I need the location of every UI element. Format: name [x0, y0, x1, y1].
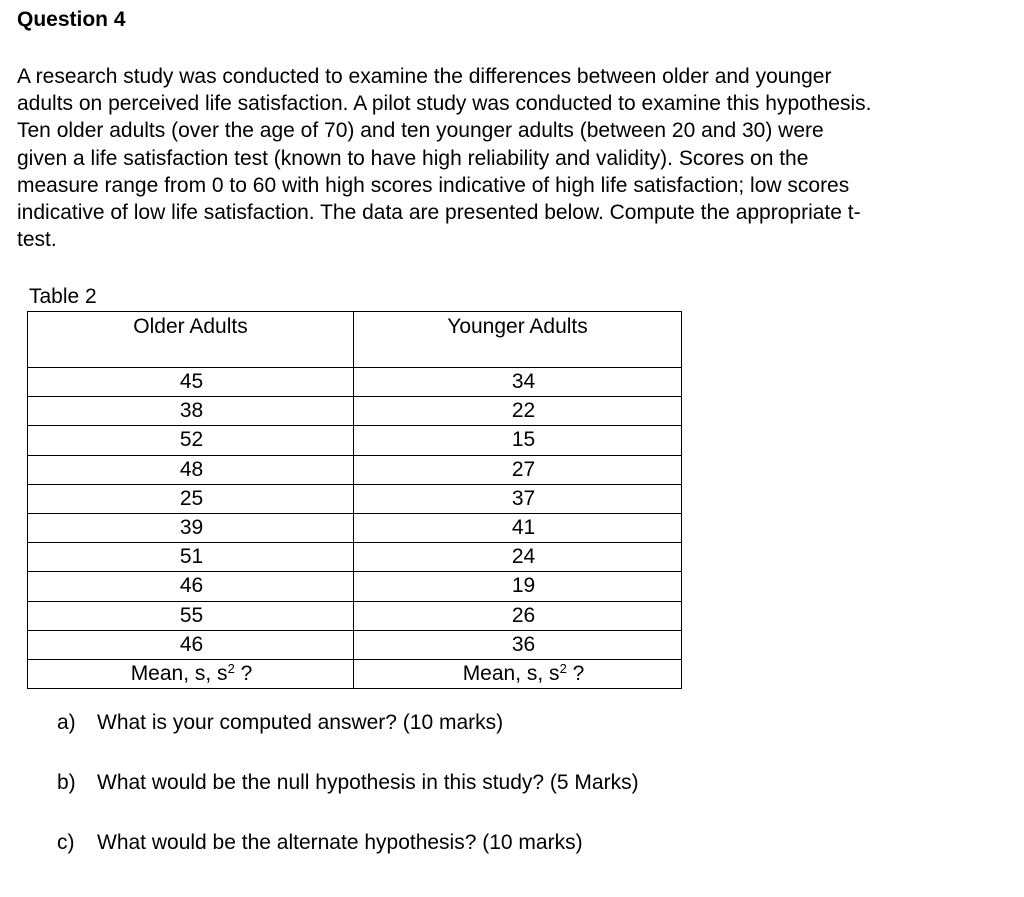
younger-score-cell: 19: [354, 572, 682, 601]
summary-suffix: ?: [566, 661, 585, 685]
table-row: [28, 397, 682, 426]
older-score-cell: 55: [28, 601, 354, 630]
paragraph-line: adults on perceived life satisfaction. A pilot study was conducted to examine this hypothesis.: [17, 92, 872, 116]
table-body: [28, 368, 682, 689]
table-row: [28, 543, 682, 572]
younger-score-cell: 27: [354, 455, 682, 484]
table-row: [28, 601, 682, 630]
header-older-adults: Older Adults: [28, 312, 354, 368]
older-summary-cell: [28, 659, 354, 688]
older-score-cell: 46: [28, 630, 354, 659]
older-score-cell: 45: [28, 368, 354, 397]
older-score-cell: 48: [28, 455, 354, 484]
paragraph-line: indicative of low life satisfaction. The data are presented below. Compute the appropriate t-: [17, 201, 861, 225]
table-caption: Table 2: [29, 285, 97, 308]
older-score-cell: 52: [28, 426, 354, 455]
older-score-cell: 38: [28, 397, 354, 426]
summary-prefix: Mean, s, s: [130, 661, 228, 685]
sub-question-b: [57, 771, 639, 795]
table-row: [28, 368, 682, 397]
sub-question-letter: b): [57, 771, 76, 794]
summary-suffix: ?: [234, 661, 253, 685]
paragraph-line: Ten older adults (over the age of 70) and ten younger adults (between 20 and 30) were: [17, 119, 824, 143]
table-summary-row: [28, 659, 682, 688]
paragraph-line: given a life satisfaction test (known to have high reliability and validity). Scores on the: [17, 146, 809, 170]
header-younger-adults: Younger Adults: [354, 312, 682, 368]
younger-score-cell: 37: [354, 484, 682, 513]
question-heading: Question 4: [17, 8, 126, 31]
sub-question-text: What is your computed answer? (10 marks): [97, 711, 504, 734]
data-table: [27, 311, 682, 689]
sub-question-text: What would be the alternate hypothesis? (10 marks): [97, 831, 583, 854]
sub-question-text: What would be the null hypothesis in this study? (5 Marks): [97, 771, 639, 794]
younger-score-cell: 15: [354, 426, 682, 455]
question-paragraph: [17, 63, 1017, 253]
older-summary-text: [131, 662, 253, 685]
table-row: [28, 455, 682, 484]
table-row: [28, 513, 682, 542]
older-score-cell: 46: [28, 572, 354, 601]
younger-score-cell: 22: [354, 397, 682, 426]
younger-summary-text: [463, 662, 585, 685]
older-score-cell: 25: [28, 484, 354, 513]
older-score-cell: 39: [28, 513, 354, 542]
younger-score-cell: 36: [354, 630, 682, 659]
table-row: [28, 572, 682, 601]
sub-question-c: [57, 831, 583, 855]
paragraph-line: measure range from 0 to 60 with high scores indicative of high life satisfaction; low scores: [17, 173, 850, 197]
sub-question-letter: a): [57, 711, 76, 734]
younger-summary-cell: [354, 659, 682, 688]
younger-score-cell: 26: [354, 601, 682, 630]
summary-superscript: 2: [227, 660, 235, 676]
sub-question-a: [57, 711, 503, 735]
paragraph-line: A research study was conducted to examine the differences between older and younger: [17, 65, 832, 88]
summary-superscript: 2: [559, 660, 567, 676]
older-score-cell: 51: [28, 543, 354, 572]
sub-question-letter: c): [57, 831, 75, 854]
summary-prefix: Mean, s, s: [462, 661, 560, 685]
table-row: [28, 484, 682, 513]
table-row: [28, 426, 682, 455]
younger-score-cell: 24: [354, 543, 682, 572]
table-row: [28, 630, 682, 659]
younger-score-cell: 34: [354, 368, 682, 397]
younger-score-cell: 41: [354, 513, 682, 542]
paragraph-line: test.: [17, 228, 57, 252]
table-header-row: [28, 312, 682, 368]
